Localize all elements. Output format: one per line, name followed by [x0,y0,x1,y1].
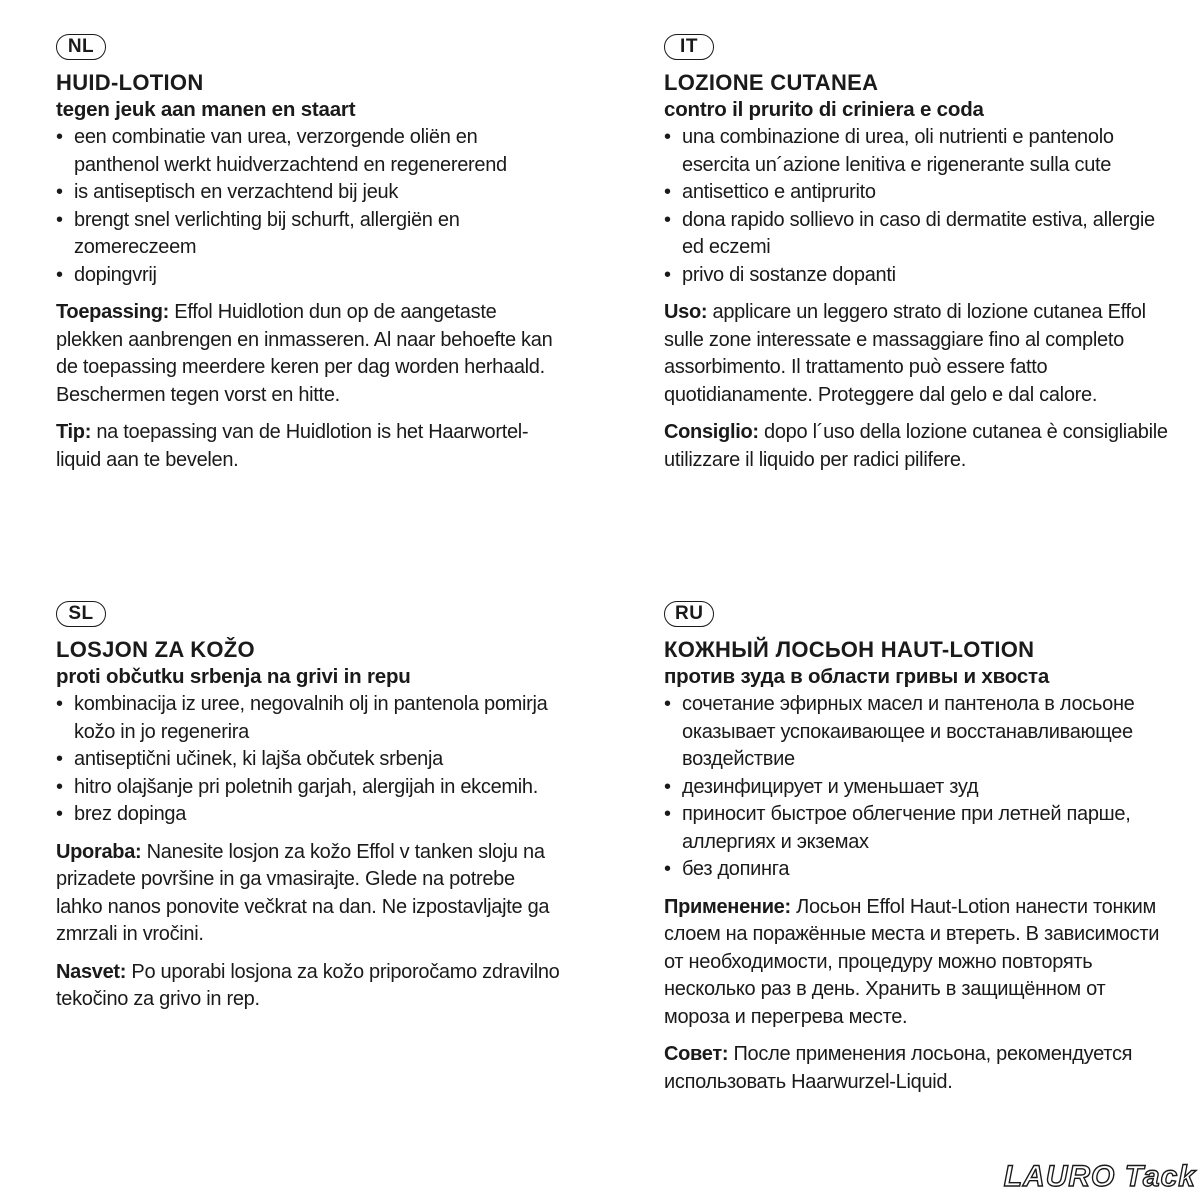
list-item: • без допинга [664,856,1174,884]
list-item: • приносит быстрое облегчение при летней парше, аллергиях и экземах [664,801,1174,856]
language-badge: IT [664,34,714,60]
usage-paragraph [56,839,566,949]
list-item: • dopingvrij [56,262,566,290]
list-item: • privo di sostanze dopanti [664,262,1174,290]
bullet-list [664,124,1174,289]
list-item: • дезинфицирует и уменьшает зуд [664,774,1174,802]
list-item: • dona rapido sollievo in caso di dermatite estiva, allergie ed eczemi [664,207,1174,262]
tip-paragraph [56,419,566,474]
list-item: • antiseptični učinek, ki lajša občutek srbenja [56,746,566,774]
language-badge: NL [56,34,106,60]
section-title: КОЖНЫЙ ЛОСЬОН HAUT-LOTION [664,637,1035,662]
tip-text: После применения лосьона, рекомендуется использовать Haarwurzel-Liquid. [664,1043,1133,1093]
section-subtitle: против зуда в области гривы и хвоста [664,665,1050,688]
section-title: LOSJON ZA KOŽO [56,637,255,662]
list-item: • hitro olajšanje pri poletnih garjah, alergijah in ekcemih. [56,774,566,802]
tip-label: Nasvet: [56,960,127,983]
usage-text: applicare un leggero strato di lozione cutanea Effol sulle zone interessate e massaggiare fino al completo assorbimento. Il trattamento può essere fatto quotidianamente. Proteggere dal gelo e dal calore. [664,301,1146,406]
section-subtitle: tegen jeuk aan manen en staart [56,98,356,121]
brand-logo: LAURO Tack [1003,1160,1196,1193]
list-item: • una combinazione di urea, oli nutrienti e pantenolo esercita un´azione lenitiva e rigenerante sulla cute [664,124,1174,179]
tip-label: Consiglio: [664,421,759,443]
list-item: • antisettico e antiprurito [664,179,1174,207]
tip-text: na toepassing van de Huidlotion is het Haarwortel-liquid aan te bevelen. [56,421,529,471]
usage-label: Uporaba: [56,840,142,863]
section-title: HUID-LOTION [56,70,204,95]
language-badge: SL [56,601,106,627]
section-nl [56,34,566,474]
tip-label: Tip: [56,421,92,443]
usage-label: Uso: [664,301,708,323]
language-badge: RU [664,601,714,627]
section-subtitle: proti občutku srbenja na grivi in repu [56,665,411,688]
tip-label: Совет: [664,1043,729,1065]
usage-text: Лосьон Effol Haut-Lotion нанести тонким слоем на поражённые места и втереть. В зависимости от необходимости, процедуру можно повторять несколько раз в день. Хранить в защищённом от мороза и перегрева месте. [664,895,1160,1028]
usage-label: Применение: [664,895,791,918]
list-item: • is antiseptisch en verzachtend bij jeuk [56,179,566,207]
section-subtitle: contro il prurito di criniera e coda [664,98,984,121]
list-item: • brengt snel verlichting bij schurft, allergiën en zomereczeem [56,207,566,262]
usage-paragraph [664,299,1174,409]
tip-paragraph [664,419,1174,474]
list-item: • сочетание эфирных масел и пантенола в лосьоне оказывает успокаивающее и восстанавливающее воздействие [664,691,1174,774]
bullet-list [56,691,566,829]
bullet-list [664,691,1174,884]
section-title: LOZIONE CUTANEA [664,70,879,95]
list-item: • brez dopinga [56,801,566,829]
usage-label: Toepassing: [56,301,170,323]
section-sl [56,601,566,1014]
usage-text: Nanesite losjon za kožo Effol v tanken sloju na prizadete površine in ga vmasirajte. Glede na potrebe lahko nanos ponovite večkrat na dan. Ne izpostavljajte ga zmrzali in vročini. [56,840,550,945]
list-item: • kombinacija iz uree, negovalnih olj in pantenola pomirja kožo in jo regenerira [56,691,566,746]
usage-text: Effol Huidlotion dun op de aangetaste plekken aanbrengen en inmasseren. Al naar behoefte kan de toepassing meerdere keren per dag worden herhaald. Beschermen tegen vorst en hitte. [56,301,553,406]
tip-text: dopo l´uso della lozione cutanea è consigliabile utilizzare il liquido per radici pilifere. [664,421,1168,471]
tip-paragraph [664,1041,1174,1096]
tip-paragraph [56,959,566,1014]
usage-paragraph [56,299,566,409]
tip-text: Po uporabi losjona za kožo priporočamo zdravilno tekočino za grivo in rep. [56,960,560,1010]
usage-paragraph [664,894,1174,1032]
section-it [664,34,1174,474]
section-ru [664,601,1174,1096]
list-item: • een combinatie van urea, verzorgende oliën en panthenol werkt huidverzachtend en regenererend [56,124,566,179]
bullet-list [56,124,566,289]
